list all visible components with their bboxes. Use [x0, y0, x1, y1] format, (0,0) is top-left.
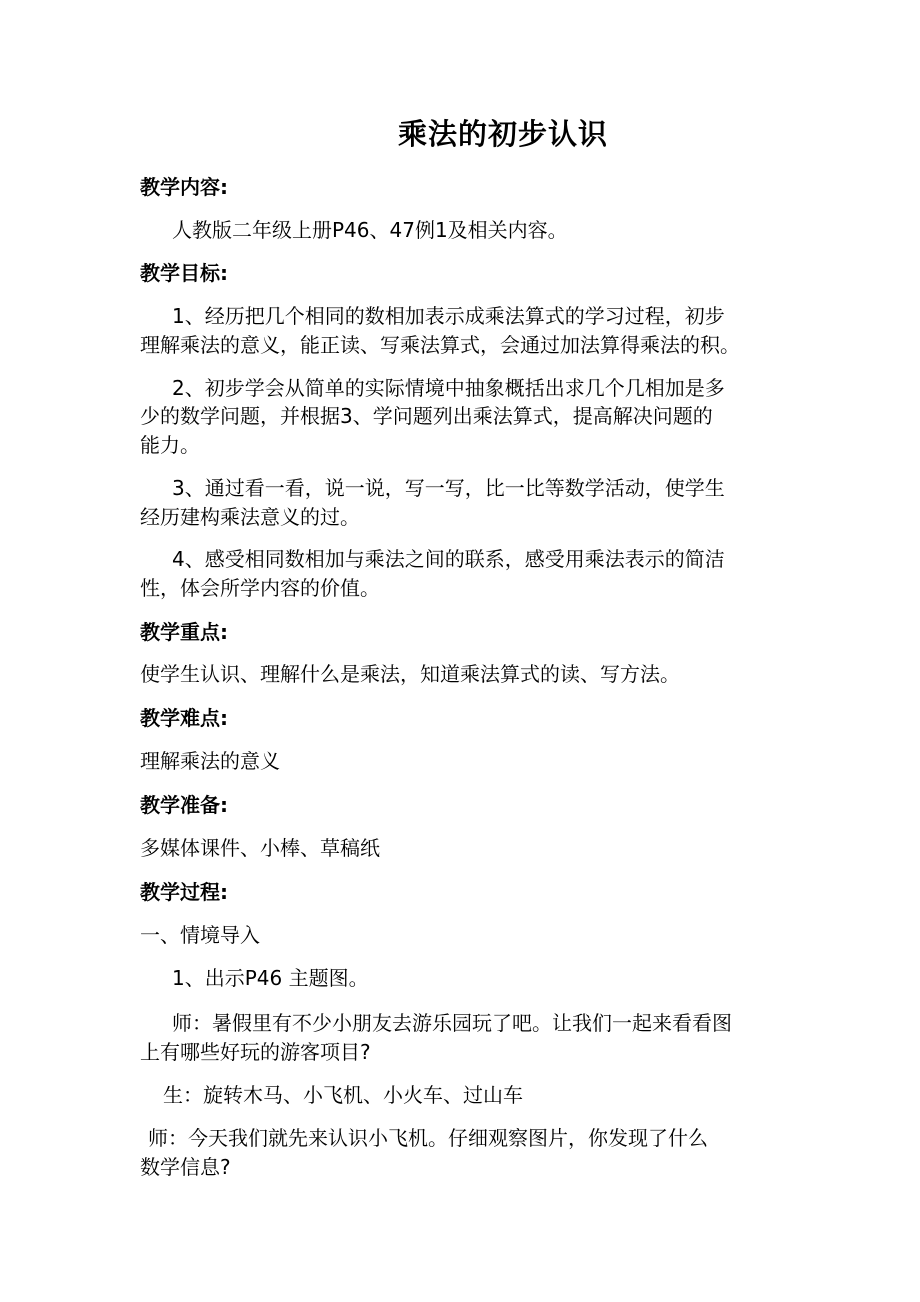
prep-heading: 教学准备:	[140, 793, 228, 817]
process-step-1: 1、出示P46 主题图。	[172, 966, 369, 990]
teacher-2-line-1: 师：今天我们就先来认识小飞机。仔细观察图片，你发现了什么	[148, 1126, 708, 1150]
teacher-1-line-2: 上有哪些好玩的游客项目?	[140, 1040, 371, 1064]
content-heading: 教学内容:	[140, 175, 228, 199]
goal-2-line-2: 少的数学问题，并根据3、学问题列出乘法算式，提高解决问题的	[140, 404, 713, 428]
teacher-2-line-2: 数学信息?	[140, 1155, 231, 1179]
key-heading: 教学重点:	[140, 620, 228, 644]
goal-4-line-2: 性，体会所学内容的价值。	[140, 576, 380, 600]
difficulty-heading: 教学难点:	[140, 706, 228, 730]
goal-3-line-2: 经历建构乘法意义的过。	[140, 505, 360, 529]
content-text: 人教版二年级上册P46、47例1及相关内容。	[172, 218, 568, 242]
goal-1-line-1: 1、经历把几个相同的数相加表示成乘法算式的学习过程，初步	[172, 304, 725, 328]
process-part-1: 一、情境导入	[140, 923, 260, 947]
goal-2-line-1: 2、初步学会从简单的实际情境中抽象概括出求几个几相加是多	[172, 376, 725, 400]
goal-3-line-1: 3、通过看一看，说一说，写一写，比一比等数学活动，使学生	[172, 476, 725, 500]
goals-heading: 教学目标:	[140, 261, 228, 285]
key-text: 使学生认识、理解什么是乘法，知道乘法算式的读、写方法。	[140, 662, 680, 686]
teacher-1-line-1: 师：暑假里有不少小朋友去游乐园玩了吧。让我们一起来看看图	[172, 1011, 732, 1035]
student-1: 生：旋转木马、小飞机、小火车、过山车	[163, 1083, 523, 1107]
goal-1-line-2: 理解乘法的意义，能正读、写乘法算式，会通过加法算得乘法的积。	[140, 333, 740, 357]
prep-text: 多媒体课件、小棒、草稿纸	[140, 836, 380, 860]
document-title: 乘法的初步认识	[397, 117, 608, 151]
process-heading: 教学过程:	[140, 880, 228, 904]
difficulty-text: 理解乘法的意义	[140, 749, 280, 773]
goal-2-line-3: 能力。	[140, 433, 200, 457]
goal-4-line-1: 4、感受相同数相加与乘法之间的联系，感受用乘法表示的简洁	[172, 547, 725, 571]
